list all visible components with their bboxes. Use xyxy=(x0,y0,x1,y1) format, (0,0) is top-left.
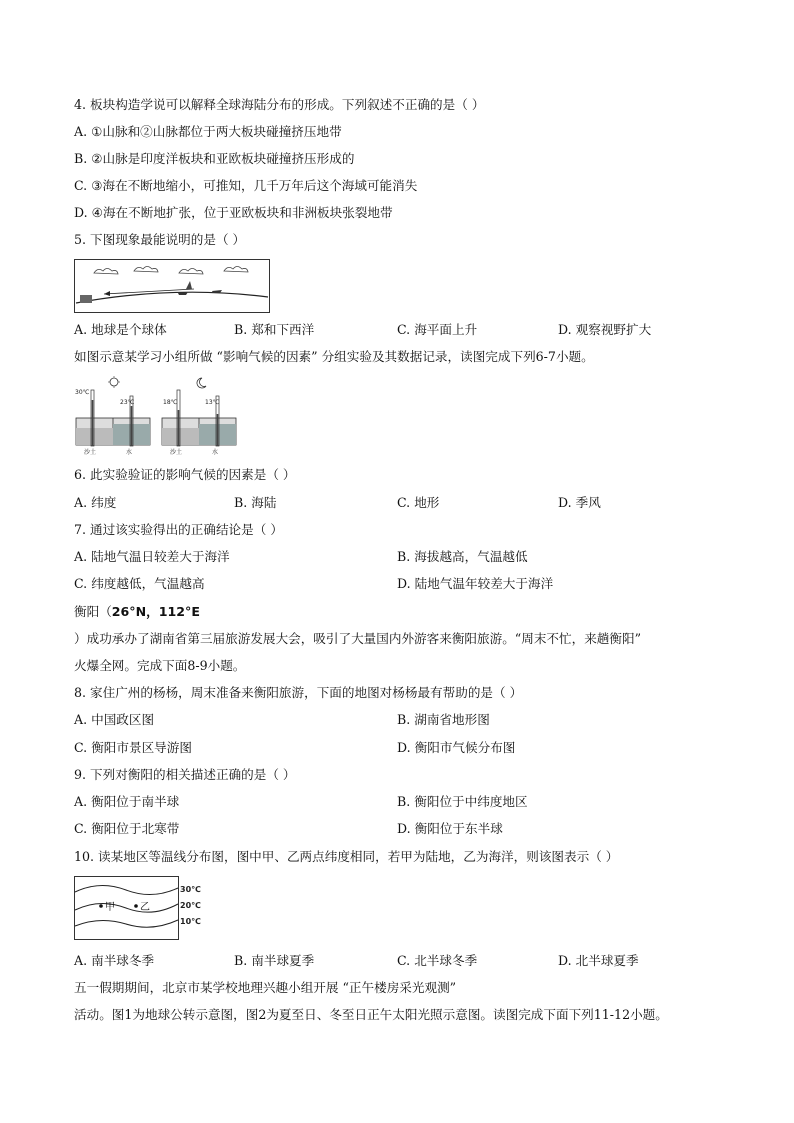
q10-option-a: A. 南半球冬季 xyxy=(74,953,155,968)
left-sand-temp: 30℃ xyxy=(75,389,90,396)
q5-option-d: D. 观察视野扩大 xyxy=(558,322,652,337)
ship-horizon-figure xyxy=(74,259,270,313)
q8-option-b: B. 湖南省地形图 xyxy=(397,712,490,727)
sand-water-experiment-figure xyxy=(74,376,240,456)
q7-option-c: C. 纬度越低，气温越高 xyxy=(74,576,205,591)
q7-options-row1 xyxy=(74,549,734,565)
q6-option-b: B. 海陆 xyxy=(234,495,277,510)
q6-option-a: A. 纬度 xyxy=(74,495,117,510)
q9-options-row2 xyxy=(74,821,734,837)
moon-icon xyxy=(197,378,206,388)
hengyang-prefix: 衡阳（ xyxy=(74,604,112,619)
q5-option-c: C. 海平面上升 xyxy=(397,322,478,337)
right-sand-label: 沙土 xyxy=(170,449,183,456)
q10-option-b: B. 南半球夏季 xyxy=(234,953,315,968)
intro-8-9-line2: ）成功承办了湖南省第三届旅游发展大会，吸引了大量国内外游客来衡阳旅游。“周末不忙，来趟衡阳” xyxy=(74,631,642,646)
isotherm-10: 10℃ xyxy=(180,917,201,926)
intro-8-9-line1 xyxy=(74,604,200,620)
q6-option-c: C. 地形 xyxy=(397,495,440,510)
q4-option-d: D. ④海在不断地扩张，位于亚欧板块和非洲板块张裂地带 xyxy=(74,205,393,220)
q8-option-a: A. 中国政区图 xyxy=(74,712,155,727)
isotherm-figure xyxy=(74,876,208,942)
q8-option-d: D. 衡阳市气候分布图 xyxy=(397,740,516,755)
q9-option-a: A. 衡阳位于南半球 xyxy=(74,794,180,809)
q5-option-b: B. 郑和下西洋 xyxy=(234,322,315,337)
q7-options-row2 xyxy=(74,576,734,592)
isotherm-30: 30℃ xyxy=(180,885,201,894)
q10-stem: 10. 读某地区等温线分布图，图中甲、乙两点纬度相同，若甲为陆地，乙为海洋，则该图表示（ ） xyxy=(74,849,619,864)
q8-option-c: C. 衡阳市景区导游图 xyxy=(74,740,192,755)
intro-11-12-line2: 活动。图1为地球公转示意图，图2为夏至日、冬至日正午太阳光照示意图。读图完成下面下列11-12小题。 xyxy=(74,1007,668,1022)
q5-option-a: A. 地球是个球体 xyxy=(74,322,167,337)
q4-option-a: A. ①山脉和②山脉都位于两大板块碰撞挤压地带 xyxy=(74,124,342,139)
hengyang-coords: 26°N，112°E xyxy=(111,604,200,619)
q10-option-d: D. 北半球夏季 xyxy=(558,953,639,968)
q10-options xyxy=(74,953,734,969)
point-yi: 乙 xyxy=(140,902,150,913)
intro-6-7: 如图示意某学习小组所做 “影响气候的因素” 分组实验及其数据记录，读图完成下列6-7小题。 xyxy=(74,349,594,364)
q9-stem: 9. 下列对衡阳的相关描述正确的是（ ） xyxy=(74,767,296,782)
q4-option-c: C. ③海在不断地缩小，可推知，几千万年后这个海域可能消失 xyxy=(74,178,418,193)
right-water-temp: 13℃ xyxy=(205,399,220,406)
q6-option-d: D. 季风 xyxy=(558,495,601,510)
sun-icon xyxy=(110,378,118,386)
q9-option-b: B. 衡阳位于中纬度地区 xyxy=(397,794,528,809)
intro-11-12-line1: 五一假期期间，北京市某学校地理兴趣小组开展 “正午楼房采光观测” xyxy=(74,980,457,995)
q9-option-c: C. 衡阳位于北寒带 xyxy=(74,821,180,836)
left-water-temp: 23℃ xyxy=(120,399,135,406)
q7-option-b: B. 海拔越高，气温越低 xyxy=(397,549,528,564)
q9-option-d: D. 衡阳位于东半球 xyxy=(397,821,503,836)
q6-stem: 6. 此实验验证的影响气候的因素是（ ） xyxy=(74,467,296,482)
q8-options-row2 xyxy=(74,740,734,756)
q7-option-d: D. 陆地气温年较差大于海洋 xyxy=(397,576,554,591)
q7-option-a: A. 陆地气温日较差大于海洋 xyxy=(74,549,230,564)
q8-options-row1 xyxy=(74,712,734,728)
q4-stem: 4. 板块构造学说可以解释全球海陆分布的形成。下列叙述不正确的是（ ） xyxy=(74,97,485,112)
right-water-label: 水 xyxy=(212,449,219,456)
q5-stem: 5. 下图现象最能说明的是（ ） xyxy=(74,232,246,247)
q6-options xyxy=(74,495,734,511)
right-sand-temp: 18℃ xyxy=(163,399,178,406)
q10-option-c: C. 北半球冬季 xyxy=(397,953,478,968)
point-jia: 甲 xyxy=(105,902,115,913)
left-sand-label: 沙土 xyxy=(84,449,97,456)
q5-options xyxy=(74,322,734,338)
left-water-label: 水 xyxy=(126,449,133,456)
isotherm-20: 20℃ xyxy=(180,901,201,910)
q7-stem: 7. 通过该实验得出的正确结论是（ ） xyxy=(74,522,283,537)
q4-option-b: B. ②山脉是印度洋板块和亚欧板块碰撞挤压形成的 xyxy=(74,151,355,166)
q8-stem: 8. 家住广州的杨杨，周末准备来衡阳旅游，下面的地图对杨杨最有帮助的是（ ） xyxy=(74,685,523,700)
intro-8-9-line3: 火爆全网。完成下面8-9小题。 xyxy=(74,658,246,673)
q9-options-row1 xyxy=(74,794,734,810)
